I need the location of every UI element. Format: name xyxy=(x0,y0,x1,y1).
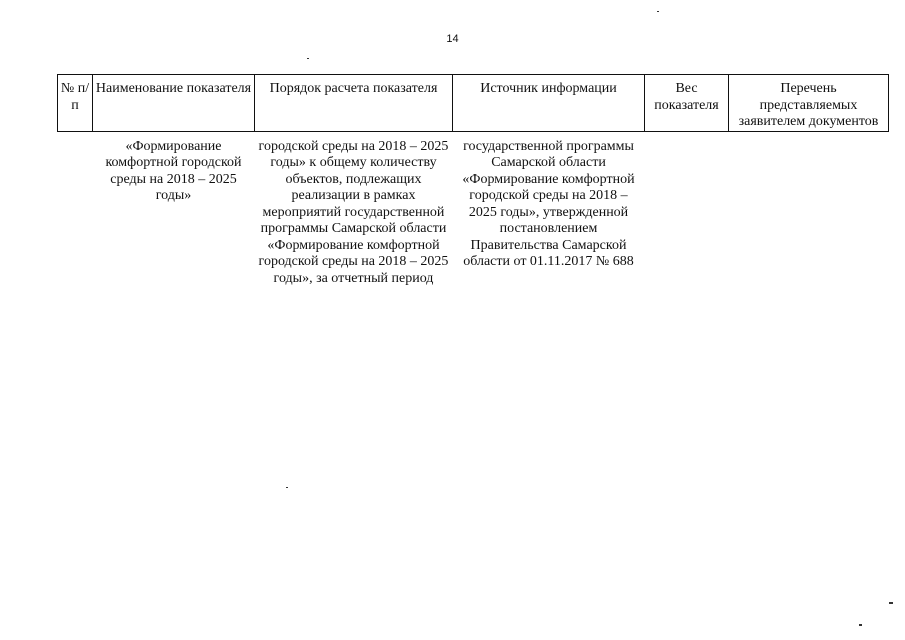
cell-calculation-order: городской среды на 2018 – 2025 годы» к общему количеству объектов, подлежащих реализации в рамках мероприятий государственной программы Самарской области «Формирование комфортной городской среды на 2018 – 2025 годы», за отчетный период xyxy=(258,138,449,286)
scan-speck xyxy=(889,602,893,604)
scan-speck xyxy=(307,58,309,59)
page-number: 14 xyxy=(446,33,459,45)
indicator-table xyxy=(57,74,889,287)
header-indicator-weight: Вес показателя xyxy=(645,75,729,132)
header-calculation-order: Порядок расчета показателя xyxy=(255,75,453,132)
header-information-source: Источник информации xyxy=(453,75,645,132)
header-indicator-name: Наименование показателя xyxy=(93,75,255,132)
scan-speck xyxy=(859,624,862,626)
header-documents-list: Перечень представляемых заявителем документов xyxy=(729,75,889,132)
cell-indicator-weight xyxy=(645,131,729,287)
cell-information-source: государственной программы Самарской области «Формирование комфортной городской среды на 2018 – 2025 годы», утвержденной постановлением Правительства Самарской области от 01.11.2017 № 688 xyxy=(462,138,635,269)
cell-indicator-name: «Формирование комфортной городской среды на 2018 – 2025 годы» xyxy=(105,138,242,203)
table-header-row xyxy=(58,75,889,132)
scan-speck xyxy=(286,487,288,488)
cell-num xyxy=(58,131,93,287)
cell-documents-list xyxy=(729,131,889,287)
header-num: № п/п xyxy=(58,75,93,132)
scan-speck xyxy=(657,11,659,12)
table-row xyxy=(58,131,889,287)
